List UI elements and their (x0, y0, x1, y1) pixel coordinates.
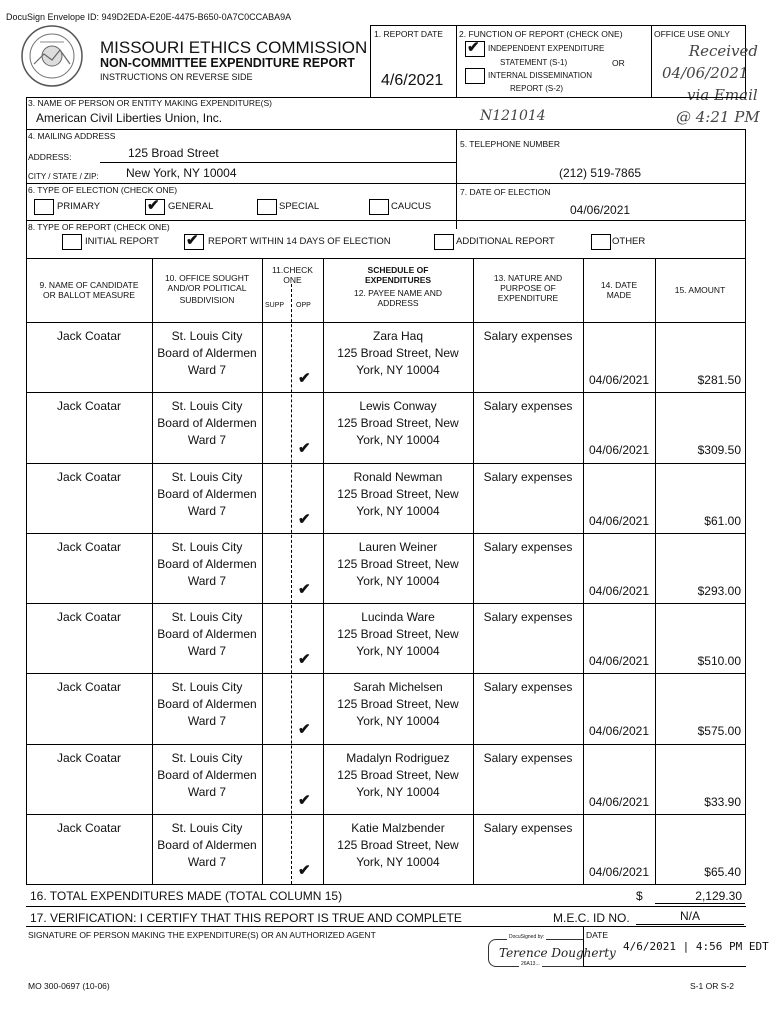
report-date-label: 1. REPORT DATE (374, 29, 443, 39)
row-payee-address-line1: 125 Broad Street, New (337, 767, 459, 782)
row-purpose: Salary expenses (483, 820, 573, 835)
signature: Terence Dougherty (499, 946, 616, 960)
internal-dissemination-checkbox[interactable] (465, 68, 485, 84)
row-divider (26, 814, 746, 815)
city-label: CITY / STATE / ZIP: (28, 172, 99, 181)
row-payee-address-line1: 125 Broad Street, New (337, 346, 459, 360)
report-type-label: 8. TYPE OF REPORT (CHECK ONE) (28, 222, 170, 232)
row-payee-address-line2: York, NY 10004 (356, 503, 440, 518)
report-title: NON-COMMITTEE EXPENDITURE REPORT (100, 56, 355, 70)
row-payee-address-line1: 125 Broad Street, New (337, 556, 459, 571)
report-date-value: 4/6/2021 (381, 72, 444, 89)
election-date-label: 7. DATE OF ELECTION (460, 187, 551, 197)
col-purpose-header: 13. NATURE AND PURPOSE OF EXPENDITURE (493, 273, 563, 303)
general-label: GENERAL (168, 201, 214, 212)
row-date: 04/06/2021 (588, 794, 650, 809)
row-office-line2: Board of Aldermen (157, 697, 257, 712)
additional-report-label: ADDITIONAL REPORT (456, 236, 555, 247)
received-stamp-line1: Received (688, 42, 758, 60)
row-payee-address-line1: 125 Broad Street, New (337, 627, 459, 641)
received-stamp-line4: @ 4:21 PM (676, 108, 760, 126)
row-date: 04/06/2021 (588, 724, 650, 739)
row-purpose: Salary expenses (483, 469, 573, 484)
oppose-check-icon: ✔ (298, 861, 311, 879)
caucus-checkbox[interactable] (369, 199, 389, 215)
row-office-line3: Ward 7 (187, 854, 227, 869)
total-value: 2,129.30 (695, 889, 742, 903)
special-checkbox[interactable] (257, 199, 277, 215)
row-office-line1: St. Louis City (171, 680, 243, 695)
row-payee-name: Sarah Michelsen (353, 680, 443, 695)
election-date-value: 04/06/2021 (570, 203, 631, 217)
signature-date: 4/6/2021 | 4:56 PM EDT (623, 940, 769, 953)
instructions-note: INSTRUCTIONS ON REVERSE SIDE (100, 72, 253, 82)
row-payee-address-line2: York, NY 10004 (356, 784, 440, 799)
other-checkbox[interactable] (591, 234, 611, 250)
row-office-line2: Board of Aldermen (157, 627, 257, 641)
function-opt2-line2: REPORT (S-2) (510, 84, 564, 93)
caucus-label: CAUCUS (391, 201, 432, 212)
col-date-header: 14. DATE MADE (600, 280, 638, 300)
col-opp-header: OPP (296, 302, 311, 309)
general-check-icon: ✔ (147, 197, 160, 214)
row-amount: $510.00 (697, 654, 741, 668)
function-label: 2. FUNCTION OF REPORT (CHECK ONE) (459, 29, 623, 39)
within-14-days-label: REPORT WITHIN 14 DAYS OF ELECTION (208, 236, 391, 247)
row-payee-name: Lucinda Ware (361, 610, 435, 624)
phone-value: (212) 519-7865 (559, 166, 642, 180)
row-office-line1: St. Louis City (171, 610, 243, 624)
mailing-label: 4. MAILING ADDRESS (28, 131, 116, 141)
row-amount: $293.00 (697, 583, 741, 598)
row-payee-address-line2: York, NY 10004 (356, 714, 440, 729)
row-divider (26, 673, 746, 674)
row-candidate: Jack Coatar (56, 329, 122, 343)
oppose-check-icon: ✔ (298, 510, 311, 528)
col-payee-header: SCHEDULE OF EXPENDITURES 12. PAYEE NAME AND ADDRESS (353, 265, 443, 308)
row-divider (26, 463, 746, 464)
received-stamp-line3: via Email (687, 86, 758, 104)
row-amount: $281.50 (697, 373, 741, 387)
row-office-line1: St. Louis City (171, 539, 243, 554)
row-payee-address-line1: 125 Broad Street, New (337, 416, 459, 431)
total-dollar-sign: $ (636, 889, 643, 903)
row-purpose: Salary expenses (483, 750, 573, 765)
within-14-days-check-icon: ✔ (186, 232, 199, 249)
row-office-line3: Ward 7 (187, 573, 227, 588)
date-label: DATE (586, 930, 609, 940)
row-office-line3: Ward 7 (187, 644, 227, 658)
row-payee-name: Lewis Conway (359, 399, 437, 414)
row-amount: $61.00 (704, 513, 741, 528)
address-label: ADDRESS: (28, 152, 72, 162)
row-office-line2: Board of Aldermen (157, 346, 257, 360)
signature-label: SIGNATURE OF PERSON MAKING THE EXPENDITURE(S) OR AN AUTHORIZED AGENT (28, 930, 376, 940)
oppose-check-icon: ✔ (298, 651, 311, 668)
row-date: 04/06/2021 (588, 583, 650, 598)
row-office-line3: Ward 7 (187, 503, 227, 518)
col-supp-header: SUPP (265, 302, 285, 309)
row-candidate: Jack Coatar (56, 539, 122, 554)
row-payee-address-line1: 125 Broad Street, New (337, 697, 459, 712)
election-type-label: 6. TYPE OF ELECTION (CHECK ONE) (28, 185, 178, 195)
row-date: 04/06/2021 (588, 654, 650, 668)
row-payee-address-line1: 125 Broad Street, New (337, 837, 459, 852)
initial-report-label: INITIAL REPORT (85, 236, 159, 247)
person-value: American Civil Liberties Union, Inc. (36, 111, 223, 125)
initial-report-checkbox[interactable] (62, 234, 82, 250)
row-date: 04/06/2021 (588, 513, 650, 528)
received-stamp-line2: 04/06/2021 (662, 64, 749, 82)
primary-checkbox[interactable] (34, 199, 54, 215)
row-date: 04/06/2021 (588, 373, 650, 387)
row-office-line1: St. Louis City (171, 820, 243, 835)
special-label: SPECIAL (279, 201, 320, 212)
row-divider (26, 533, 746, 534)
oppose-check-icon: ✔ (298, 791, 311, 809)
row-office-line3: Ward 7 (187, 784, 227, 799)
verification-label: 17. VERIFICATION: I CERTIFY THAT THIS REPORT IS TRUE AND COMPLETE (30, 911, 462, 925)
row-office-line2: Board of Aldermen (157, 767, 257, 782)
row-office-line1: St. Louis City (171, 469, 243, 484)
function-or: OR (612, 58, 625, 68)
col-office-header: 10. OFFICE SOUGHT AND/OR POLITICAL SUBDIVISION (164, 273, 250, 305)
independent-expenditure-check-icon: ✔ (467, 39, 480, 56)
row-payee-name: Katie Malzbender (351, 820, 445, 835)
other-label: OTHER (612, 236, 646, 247)
col-amount-header: 15. AMOUNT (674, 285, 726, 295)
oppose-check-icon: ✔ (298, 580, 311, 598)
function-opt1-line2: STATEMENT (S-1) (500, 58, 568, 67)
row-payee-name: Ronald Newman (353, 469, 443, 484)
phone-label: 5. TELEPHONE NUMBER (460, 139, 560, 149)
row-candidate: Jack Coatar (56, 820, 122, 835)
envelope-id: DocuSign Envelope ID: 949D2EDA-E20E-4475-B650-0A7C0CCABA9A (6, 12, 292, 22)
row-office-line1: St. Louis City (171, 399, 243, 414)
function-opt1-line1: INDEPENDENT EXPENDITURE (488, 44, 605, 53)
row-purpose: Salary expenses (483, 610, 573, 624)
row-candidate: Jack Coatar (56, 469, 122, 484)
row-divider (26, 392, 746, 393)
row-purpose: Salary expenses (483, 680, 573, 695)
row-candidate: Jack Coatar (56, 750, 122, 765)
row-candidate: Jack Coatar (56, 680, 122, 695)
row-office-line2: Board of Aldermen (157, 416, 257, 431)
row-candidate: Jack Coatar (56, 610, 122, 624)
row-payee-address-line2: York, NY 10004 (356, 854, 440, 869)
row-divider (26, 603, 746, 604)
row-date: 04/06/2021 (588, 864, 650, 879)
row-payee-address-line2: York, NY 10004 (356, 363, 440, 377)
row-office-line1: St. Louis City (171, 750, 243, 765)
row-amount: $309.50 (697, 443, 741, 458)
mec-id-value: N/A (679, 909, 700, 923)
mec-id-label: M.E.C. ID NO. (553, 911, 630, 925)
row-office-line1: St. Louis City (171, 329, 243, 343)
col-candidate-header: 9. NAME OF CANDIDATE OR BALLOT MEASURE (39, 280, 139, 300)
row-payee-address-line1: 125 Broad Street, New (337, 486, 459, 501)
form-type: S-1 OR S-2 (690, 981, 734, 991)
function-opt2-line1: INTERNAL DISSEMINATION (488, 71, 593, 80)
person-label: 3. NAME OF PERSON OR ENTITY MAKING EXPENDITURE(S) (28, 98, 273, 108)
total-label: 16. TOTAL EXPENDITURES MADE (TOTAL COLUMN 15) (30, 889, 343, 903)
oppose-check-icon: ✔ (298, 440, 311, 458)
additional-report-checkbox[interactable] (434, 234, 454, 250)
row-payee-name: Lauren Weiner (358, 539, 438, 554)
row-purpose: Salary expenses (483, 329, 573, 343)
office-use-label: OFFICE USE ONLY (654, 29, 730, 39)
primary-label: PRIMARY (57, 201, 101, 212)
row-amount: $33.90 (704, 794, 741, 809)
row-amount: $575.00 (697, 724, 741, 739)
row-office-line3: Ward 7 (187, 363, 227, 377)
row-amount: $65.40 (704, 864, 741, 879)
row-date: 04/06/2021 (588, 443, 650, 458)
address-value: 125 Broad Street (128, 146, 219, 160)
row-payee-name: Madalyn Rodriguez (346, 750, 450, 765)
row-payee-address-line2: York, NY 10004 (356, 573, 440, 588)
oppose-check-icon: ✔ (298, 721, 311, 739)
state-seal-icon (20, 24, 84, 88)
docusign-signature-box[interactable]: DocuSigned by: Terence Dougherty 26A13... (488, 939, 584, 967)
col-check-header: 11.CHECK ONE (272, 265, 313, 285)
row-candidate: Jack Coatar (56, 399, 122, 414)
row-purpose: Salary expenses (483, 539, 573, 554)
row-divider (26, 744, 746, 745)
city-value: New York, NY 10004 (126, 166, 237, 180)
row-office-line3: Ward 7 (187, 433, 227, 448)
row-office-line2: Board of Aldermen (157, 556, 257, 571)
office-id: N121014 (480, 108, 546, 124)
row-purpose: Salary expenses (483, 399, 573, 414)
row-payee-name: Zara Haq (372, 329, 424, 343)
row-office-line3: Ward 7 (187, 714, 227, 729)
oppose-check-icon: ✔ (298, 370, 311, 387)
row-office-line2: Board of Aldermen (157, 837, 257, 852)
form-number: MO 300-0697 (10-06) (28, 981, 110, 991)
row-office-line2: Board of Aldermen (157, 486, 257, 501)
commission-title: MISSOURI ETHICS COMMISSION (100, 38, 368, 57)
row-payee-address-line2: York, NY 10004 (356, 644, 440, 658)
row-payee-address-line2: York, NY 10004 (356, 433, 440, 448)
